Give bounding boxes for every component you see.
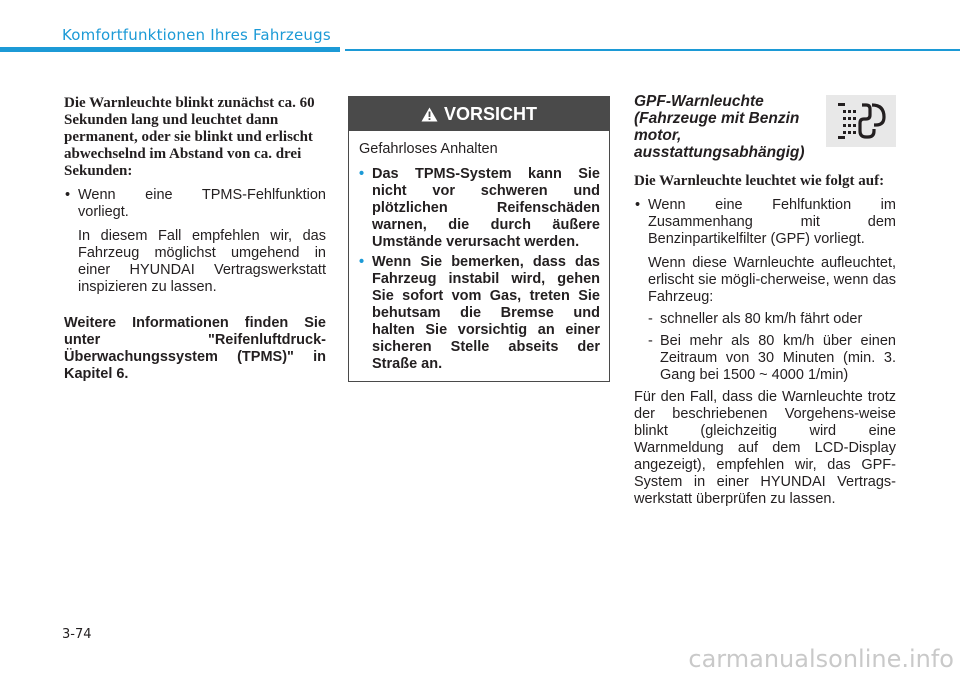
column-gpf — [634, 93, 896, 508]
tpms-bullet-detail: In diesem Fall empfehlen wir, das Fahrzeug möglichst umgehend in einer HYUNDAI Vertragswerkstatt inspizieren zu lassen. — [78, 228, 326, 295]
caution-header — [349, 97, 609, 131]
bullet-dot: • — [359, 166, 365, 182]
gpf-condition-item: - Bei mehr als 80 km/h über einen Zeitraum von 30 Minuten (min. 3. Gang bei 1500 ~ 4000 1/min) — [648, 333, 896, 383]
caution-box — [348, 96, 610, 382]
tpms-blink-heading: Die Warnleuchte blinkt zunächst ca. 60 Sekunden lang und leuchtet dann permanent, oder sie blinkt und erlischt abwechselnd im Abstand von ca. drei Sekunden: — [64, 95, 315, 179]
gpf-section-title: GPF-Warnleuchte (Fahrzeuge mit Benzin motor, ausstattungsabhängig) — [634, 93, 805, 161]
gpf-warning-icon — [826, 95, 896, 147]
caution-subtitle: Gefahrloses Anhalten — [359, 141, 498, 157]
gpf-bullet-detail: Wenn diese Warnleuchte aufleuchtet, erlischt sie mögli-cherweise, wenn das Fahrzeug: — [648, 255, 896, 305]
page-number: 3-74 — [62, 627, 92, 642]
bullet-dot: • — [65, 187, 71, 203]
warning-triangle-icon — [421, 107, 438, 122]
bullet-dot: • — [635, 197, 641, 213]
column-tpms — [64, 95, 326, 398]
header-rule-thin — [345, 49, 960, 51]
gpf-condition-item: - schneller als 80 km/h fährt oder — [648, 311, 863, 327]
gpf-final-paragraph: Für den Fall, dass die Warnleuchte trotz der beschriebenen Vorgehens-weise blinkt (gleichzeitig wird eine Warnmeldung auf dem LCD-Display angezeigt), empfehlen wir, das GPF-System in einer HYUNDAI Vertrags-werkstatt überprüfen zu lassen. — [634, 389, 896, 507]
header-rule-thick — [0, 47, 340, 52]
gpf-bullet: • Wenn eine Fehlfunktion im Zusammenhang mit dem Benzinpartikelfilter (GPF) vorliegt. — [635, 197, 896, 247]
caution-label: VORSICHT — [443, 103, 537, 124]
caution-item: • Das TPMS-System kann Sie nicht vor schweren und plötzlichen Reifenschäden warnen, die durch äußere Umstände verursacht werden. — [359, 166, 600, 250]
watermark: carmanualsonline.info — [688, 645, 954, 673]
bullet-dot: • — [359, 254, 365, 270]
section-header-title: Komfortfunktionen Ihres Fahrzeugs — [62, 26, 331, 44]
tpms-bullet: • Wenn eine TPMS-Fehlfunktion vorliegt. — [65, 187, 326, 220]
tpms-more-info: Weitere Informationen finden Sie unter "Reifenluftdruck-Überwachungssystem (TPMS)" in Kapitel 6. — [64, 315, 326, 382]
caution-item: • Wenn Sie bemerken, dass das Fahrzeug instabil wird, gehen Sie sofort vom Gas, treten Sie behutsam die Bremse und halten Sie vorsichtig an einer sicheren Stelle abseits der Straße an. — [359, 254, 600, 372]
gpf-heading: Die Warnleuchte leuchtet wie folgt auf: — [634, 173, 885, 189]
